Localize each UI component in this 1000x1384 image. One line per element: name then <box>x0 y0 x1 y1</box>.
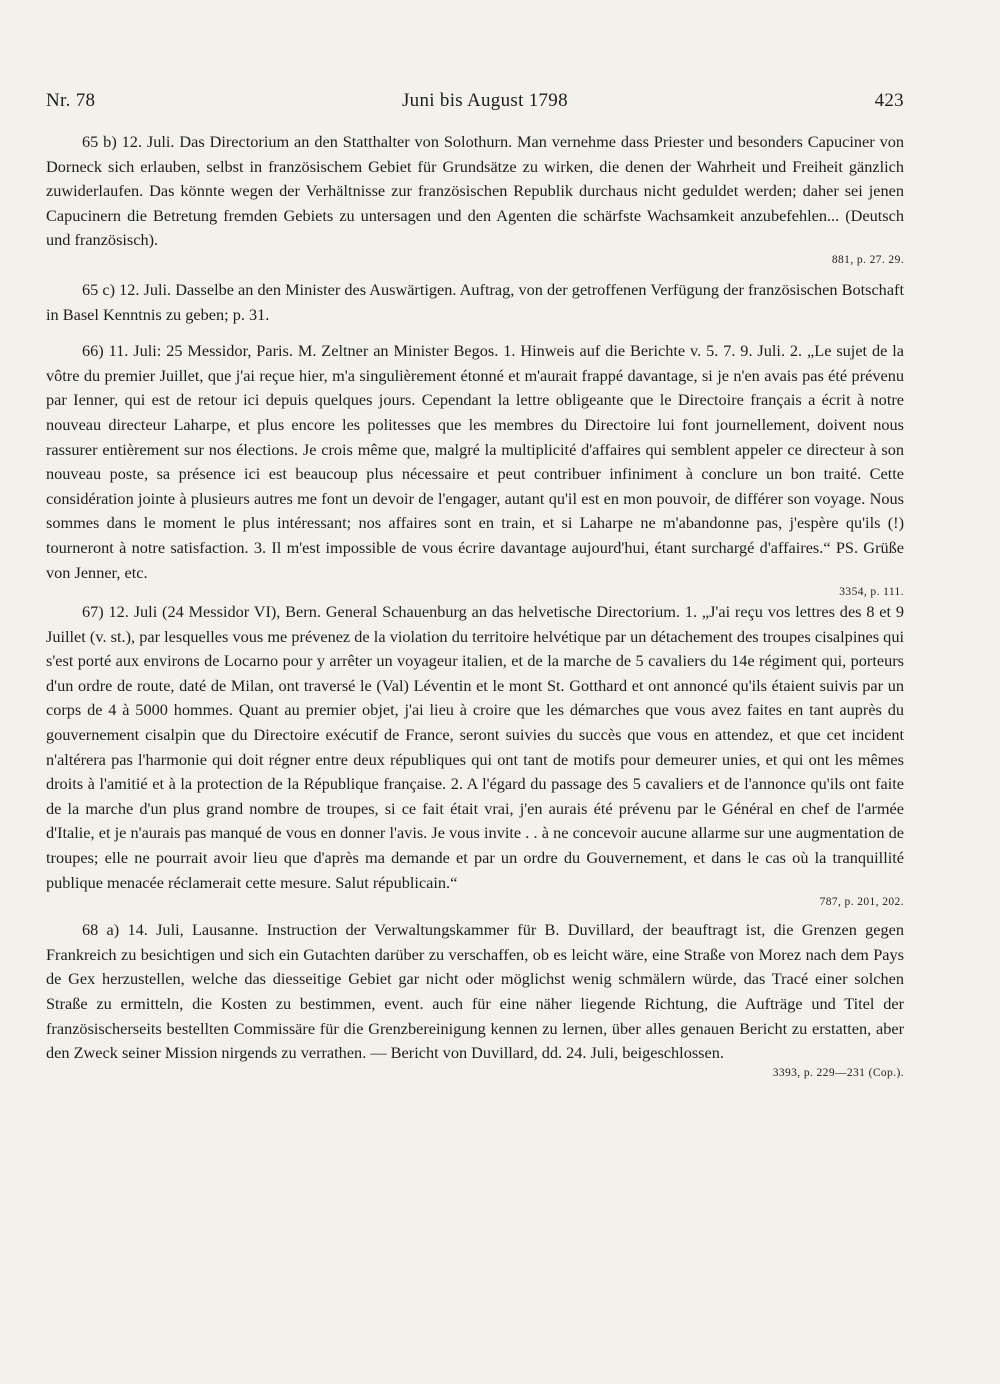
page-body <box>46 130 904 1081</box>
page-header <box>46 90 904 112</box>
entry-68a <box>46 918 904 1081</box>
entry-text: 68 a) 14. Juli, Lausanne. Instruction der Verwaltungskammer für B. Duvillard, der beauftragt ist, die Grenzen gegen Frankreich zu besichtigen und sich ein Gutachten darüber zu verschaffen, ob es leicht wäre, eine Straße von Morez nach dem Pays de Gex herzustellen, welche das diesseitige Gebiet gar nicht oder möglichst wenig schmälern würde, das Tracé einer solchen Straße zu ermitteln, die Kosten zu bestimmen, event. auch für eine näher liegende Richtung, die Aufträge und Titel der französischerseits bestellten Commissäre für die Grenzbereinigung kennen zu lernen, über alles genauen Bericht zu erstatten, aber den Zweck seiner Mission nirgends zu verrathen. — Bericht von Duvillard, dd. 24. Juli, beigeschlossen. <box>46 920 904 1063</box>
archive-reference: 881, p. 27. 29. <box>831 253 904 266</box>
entry-text: 65 b) 12. Juli. Das Directorium an den Statthalter von Solothurn. Man vernehme dass Priester und besonders Capuciner von Dorneck sich erlauben, selbst in französischem Gebiet für Grundsätze zu wirken, die denen der Wahrheit und Freiheit gänzlich zuwiderlaufen. Das könnte wegen der Verhältnisse zur französischen Republik durchaus nicht geduldet werden; daher sei jenen Capucinern die Betretung fremden Gebiets zu untersagen und den Agenten die schärfste Wachsamkeit anzubefehlen... (Deutsch und französisch). <box>46 132 904 250</box>
running-title: Juni bis August 1798 <box>401 90 568 111</box>
entry-text: 67) 12. Juli (24 Messidor VI), Bern. General Schauenburg an das helvetische Directorium. 1. „J'ai reçu vos lettres des 8 et 9 Juillet (v. st.), par lesquelles vous me prévenez de la violation du territoire helvétique par un détachement des troupes cisalpines qui s'est porté aux environs de Locarno pour y arrêter un voyageur italien, et de la marche de 5 cavaliers du 14e régiment qui, porteurs d'un ordre de route, daté de Milan, ont traversé le (Val) Léventin et le mont St. Gotthard et ont annoncé qu'ils étaient suivis par un corps de 4 à 5000 hommes. Quant au premier objet, j'ai lieu à croire que les démarches que vous avez faites en tant auprès du gouvernement cisalpin que du Directoire exécutif de France, seront suivies du succès que vous en attendez, et que cet incident n'altérera pas l'harmonie qui doit régner entre deux républiques qui ont tant de motifs pour demeurer unies, et qui ont les mêmes droits à l'amitié et à la protection de la République française. 2. A l'égard du passage des 5 cavaliers et de l'annonce qu'ils ont faite de la marche d'un plus grand nombre de troupes, si ce fait était vrai, j'en aurais été prévenu par le Général en chef de l'armée d'Italie, et je n'aurais pas manqué de vous en donner l'avis. Je vous invite . . à ne concevoir aucune allarme sur une augmentation de troupes; elle ne pourrait avoir lieu que d'après ma demande et par un ordre du Gouvernement, et dans le cas où la tranquillité publique menacée réclamerait cette mesure. Salut républicain.“ <box>46 602 904 892</box>
page-number: 423 <box>874 90 904 111</box>
document-number: Nr. 78 <box>46 90 96 111</box>
entry-65b <box>46 130 904 268</box>
archive-reference: 787, p. 201, 202. <box>819 896 904 909</box>
entry-67 <box>46 600 904 910</box>
archive-reference: 3354, p. 111. <box>839 586 904 599</box>
archive-reference: 3393, p. 229—231 (Cop.). <box>772 1066 904 1079</box>
entry-text: 65 c) 12. Juli. Dasselbe an den Minister des Auswärtigen. Auftrag, von der getroffenen Verfügung der französischen Botschaft in Basel Kenntnis zu geben; p. 31. <box>46 279 904 324</box>
entry-66 <box>46 339 904 600</box>
entry-text: 66) 11. Juli: 25 Messidor, Paris. M. Zeltner an Minister Begos. 1. Hinweis auf die Berichte v. 5. 7. 9. Juli. 2. „Le sujet de la vôtre du premier Juillet, que j'ai reçue hier, m'a singulièrement étonné et m'aurait frappé davantage, si je n'en avais pas été prévenu par Ienner, qui est de retour ici depuis quelques jours. Cependant la lettre obligeante que le Directoire français a écrit à notre nouveau directeur Laharpe, et plus encore les politesses que les membres du Directoire lui font journellement, doivent nous rassurer entièrement sur nos élections. Je crois même que, malgré la multiplicité d'affaires qui semblent appeler ce directeur à son nouveau poste, sa présence ici est beaucoup plus nécessaire et peut contribuer infiniment à conclure un bon traité. Cette considération jointe à plusieurs autres me font un devoir de l'engager, autant qu'il est en mon pouvoir, de différer son voyage. Nous sommes dans le moment le plus intéressant; nos affaires sont en train, et si Laharpe ne m'abandonne pas, j'espère qu'ils (!) tourneront à notre satisfaction. 3. Il m'est impossible de vous écrire davantage aujourd'hui, étant surchargé d'affaires.“ PS. Grüße von Jenner, etc. <box>46 341 904 582</box>
entry-65c <box>46 278 904 327</box>
